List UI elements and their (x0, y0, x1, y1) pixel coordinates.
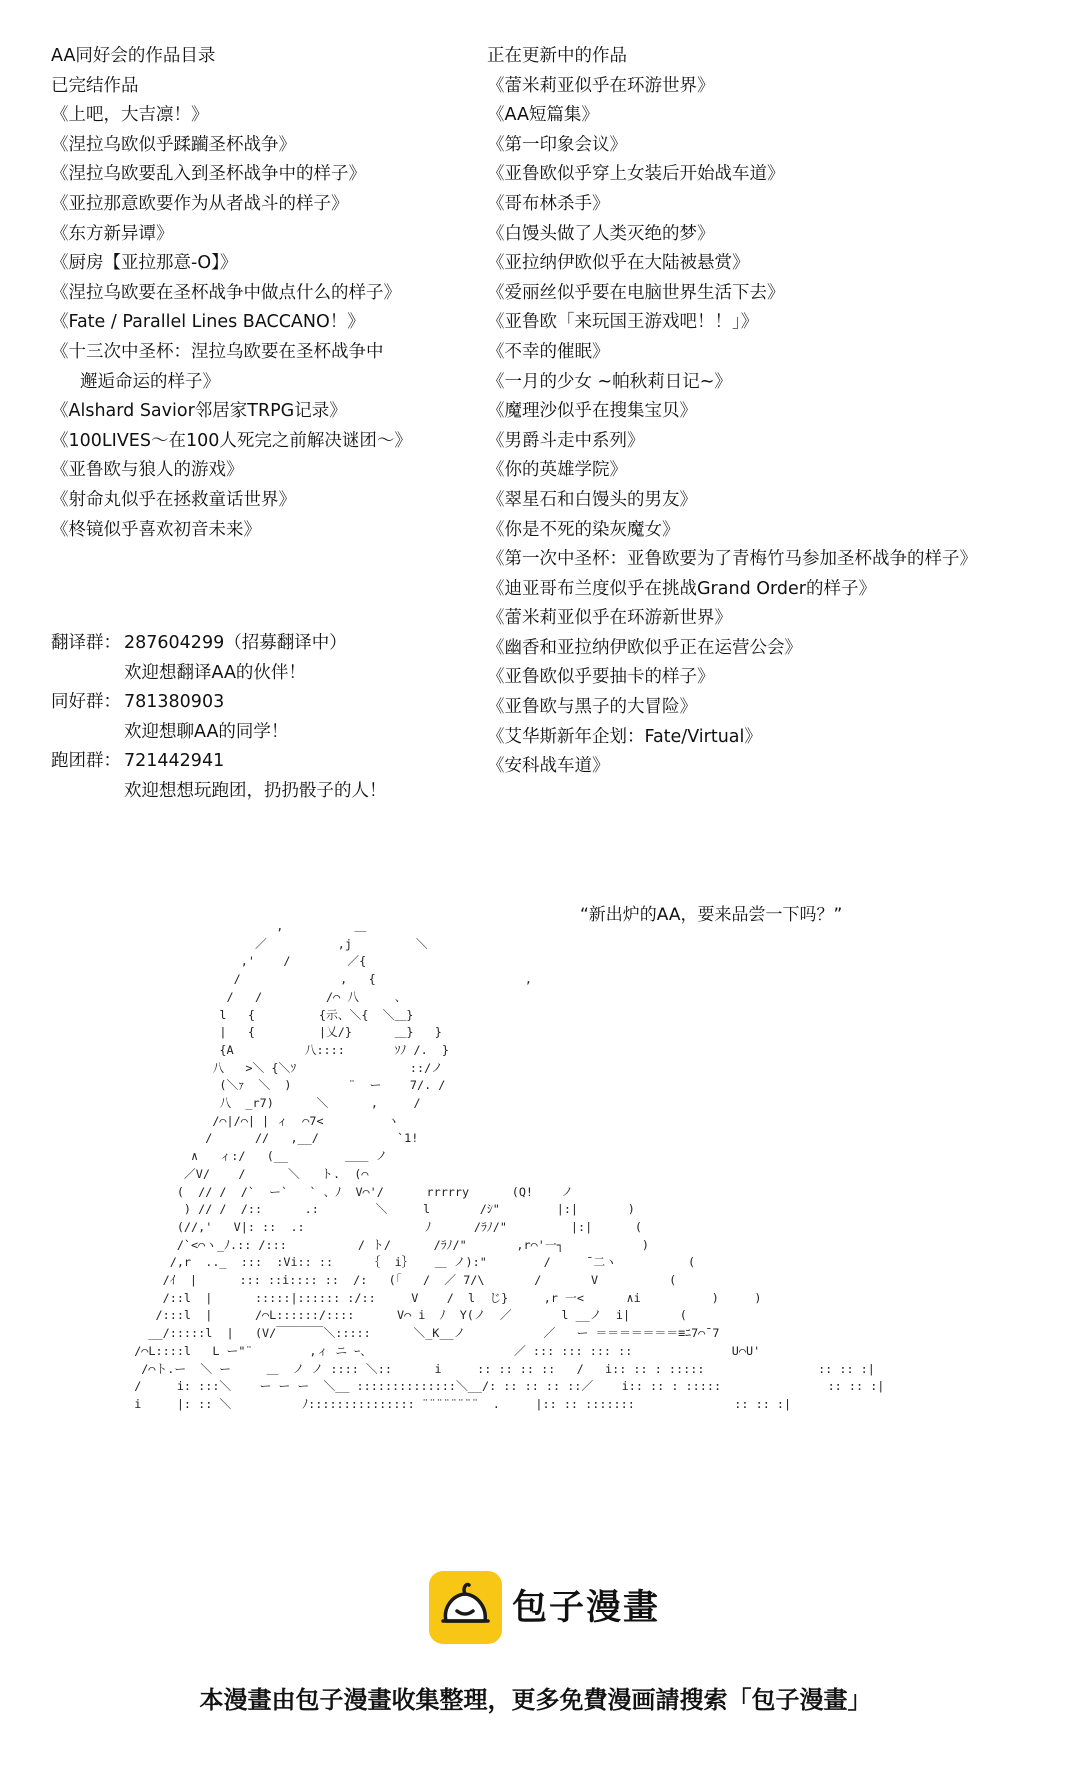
contact-row (51, 718, 387, 748)
work-item: 《亚鲁欧与黑子的大冒险》 (487, 697, 697, 718)
work-item: 《亚鲁欧与狼人的游戏》 (51, 460, 244, 481)
footer-notice: 本漫畫由包子漫畫收集整理，更多免費漫画請搜索「包子漫畫」 (199, 1686, 872, 1714)
work-item: 《亚鲁欧似乎穿上女装后开始战车道》 (487, 164, 785, 185)
work-item: 《不幸的催眠》 (487, 341, 610, 362)
work-item: 《Fate / Parallel Lines BACCANO！》 (51, 312, 365, 333)
catalog-title: AA同好会的作品目录 (51, 46, 216, 66)
work-item: 《涅拉乌欧似乎蹂躏圣杯战争》 (51, 134, 296, 155)
contact-label (51, 659, 124, 689)
work-item: 《翠星石和白馒头的男友》 (487, 489, 697, 510)
work-item: 《蕾米莉亚似乎在环游世界》 (487, 75, 715, 96)
work-item: 《幽香和亚拉纳伊欧似乎正在运营公会》 (487, 637, 802, 658)
work-item: 《厨房【亚拉那意-O】》 (51, 253, 238, 274)
work-item: 《魔理沙似乎在搜集宝贝》 (487, 401, 697, 422)
work-item: 《涅拉乌欧要乱入到圣杯战争中的样子》 (51, 164, 366, 185)
work-item: 《第一次中圣杯：亚鲁欧要为了青梅竹马参加圣杯战争的样子》 (487, 549, 977, 570)
contact-note: 欢迎想想玩跑团，扔扔骰子的人！ (124, 780, 387, 801)
work-item: 《上吧，大吉凛！》 (51, 105, 209, 126)
ongoing-header: 正在更新中的作品 (487, 46, 627, 66)
group-contacts (51, 629, 387, 807)
bun-icon (429, 1571, 502, 1644)
work-item: 《亚拉纳伊欧似乎在大陆被悬赏》 (487, 253, 750, 274)
work-item: 《迪亚哥布兰度似乎在挑战Grand Order的样子》 (487, 578, 876, 599)
work-item: 《亚鲁欧似乎要抽卡的样子》 (487, 667, 715, 688)
contact-note: 欢迎想聊AA的同学！ (124, 721, 289, 742)
work-item: 《蕾米莉亚似乎在环游新世界》 (487, 608, 732, 629)
contact-row (51, 777, 387, 807)
contact-row (51, 629, 387, 659)
work-item: 《东方新异谭》 (51, 223, 174, 244)
work-item: 《你的英雄学院》 (487, 460, 627, 481)
work-item-continued: 邂逅命运的样子》 (80, 371, 220, 392)
work-item: 《男爵斗走中系列》 (487, 430, 645, 451)
work-item: 《一月的少女 ~帕秋莉日记~》 (487, 371, 732, 392)
contact-row (51, 688, 387, 718)
work-item: 《你是不死的染灰魔女》 (487, 519, 680, 540)
ascii-art-caption: “新出炉的AA，要来品尝一下吗？” (580, 905, 843, 925)
contact-value: 287604299（招募翻译中） (124, 633, 347, 653)
work-item: 《亚拉那意欧要作为从者战斗的样子》 (51, 193, 349, 214)
work-item: 《第一印象会议》 (487, 134, 627, 155)
work-item: 《AA短篇集》 (487, 105, 599, 126)
contact-label (51, 718, 124, 748)
contact-value: 781380903 (124, 692, 225, 713)
work-item: 《爱丽丝似乎要在电脑世界生活下去》 (487, 282, 785, 303)
contact-label: 翻译群： (51, 633, 121, 653)
ascii-art: , ＿ ／ ,j ＼ ,' / ／{ / , { , / / /⌒ 八 、 l { {示、＼{ ＼＿} | { |乂/} ＿} } {A 八:::: ｿﾉ /. } 八 >＼ {＼ｿ ::/ノ (＼ｧ ＼ ) ¨ ー 7/. / 八 _r7) ＼ , / /⌒|/⌒| | ィ ⌒7< ヽ / // ,__/ `1! ∧ ィ:/ (__ ＿＿ ノ ／V/ / ＼ ト. (⌒ ( // / /` ー` ` 、ﾉ V⌒'/ rrrrry (Q! ノ ) // / /:: .: ＼ l /ｼ" |:| ) (//,' V|: :: .: ﾉ /ﾗﾉ/" |:| ( /`<⌒ヽ_ﾉ.:: /::: / ト/ /ﾗﾉ/" ,r⌒'一┐ ) /,r .._ ::: :Vi:: :: ｛ i｝ ＿ ノ):" / ¯二ヽ ( /ｲ | ::: ::i:::: :: /: (「 / ／ 7/\ / V ( /::l | :::::|:::::: :/:: V / l じ} ,r 一< ∧i ) ) /:::l | /⌒L::::::/:::: V⌒ i ﾉ Y(ノ ／ l __ノ i| ( __/:::::l | (V/￣￣￣￣＼::::: ＼_K__ノ ／ ー ＝＝＝＝＝＝＝≡ﾆ7⌒¯7 /⌒L::::l L ー"¨ ,ィ ニ ｰ、 ／ ::: ::: ::: :: U⌒U' /⌒ト.ー ＼ ー ＿ ノ ノ :::: ＼:: i :: :: :: :: / i:: :: : ::::: :: :: :| / i: :::＼ ー ー ー ＼__ ::::::::::::::＼__/: :: :: :: ::／ i:: :: : ::::: :: :: :| i |: :: ＼ ﾉ::::::::::::::: ¨¨¨¨¨¨¨¨ . |:: :: ::::::: :: :: :| (134, 919, 885, 1411)
work-item: 《涅拉乌欧要在圣杯战争中做点什么的样子》 (51, 282, 401, 303)
completed-header: 已完结作品 (51, 75, 139, 96)
work-item: 《十三次中圣杯：涅拉乌欧要在圣杯战争中 (51, 341, 384, 362)
work-item: 《安科战车道》 (487, 756, 610, 777)
contact-row (51, 659, 387, 689)
contact-value: 721442941 (124, 751, 225, 772)
contact-label (51, 777, 124, 807)
work-item: 《柊镜似乎喜欢初音未来》 (51, 519, 261, 540)
contact-label: 跑团群： (51, 751, 121, 772)
work-item: 《白馒头做了人类灭绝的梦》 (487, 223, 715, 244)
contact-row (51, 747, 387, 777)
work-item: 《Alshard Savior邻居家TRPG记录》 (51, 401, 347, 422)
work-item: 《100LIVES～在100人死完之前解决谜团～》 (51, 430, 412, 451)
bun-icon-graphic (429, 1571, 502, 1644)
work-item: 《哥布林杀手》 (487, 193, 610, 214)
work-item: 《射命丸似乎在拯救童话世界》 (51, 489, 296, 510)
contact-label: 同好群： (51, 692, 121, 713)
ongoing-works-column (487, 42, 977, 782)
contact-note: 欢迎想翻译AA的伙伴！ (124, 662, 306, 683)
completed-works-column (51, 42, 412, 545)
work-item: 《亚鲁欧「来玩国王游戏吧！！」》 (487, 312, 759, 333)
brand-logo-text: 包子漫畫 (512, 1588, 661, 1628)
work-item: 《艾华斯新年企划：Fate/Virtual》 (487, 726, 762, 747)
